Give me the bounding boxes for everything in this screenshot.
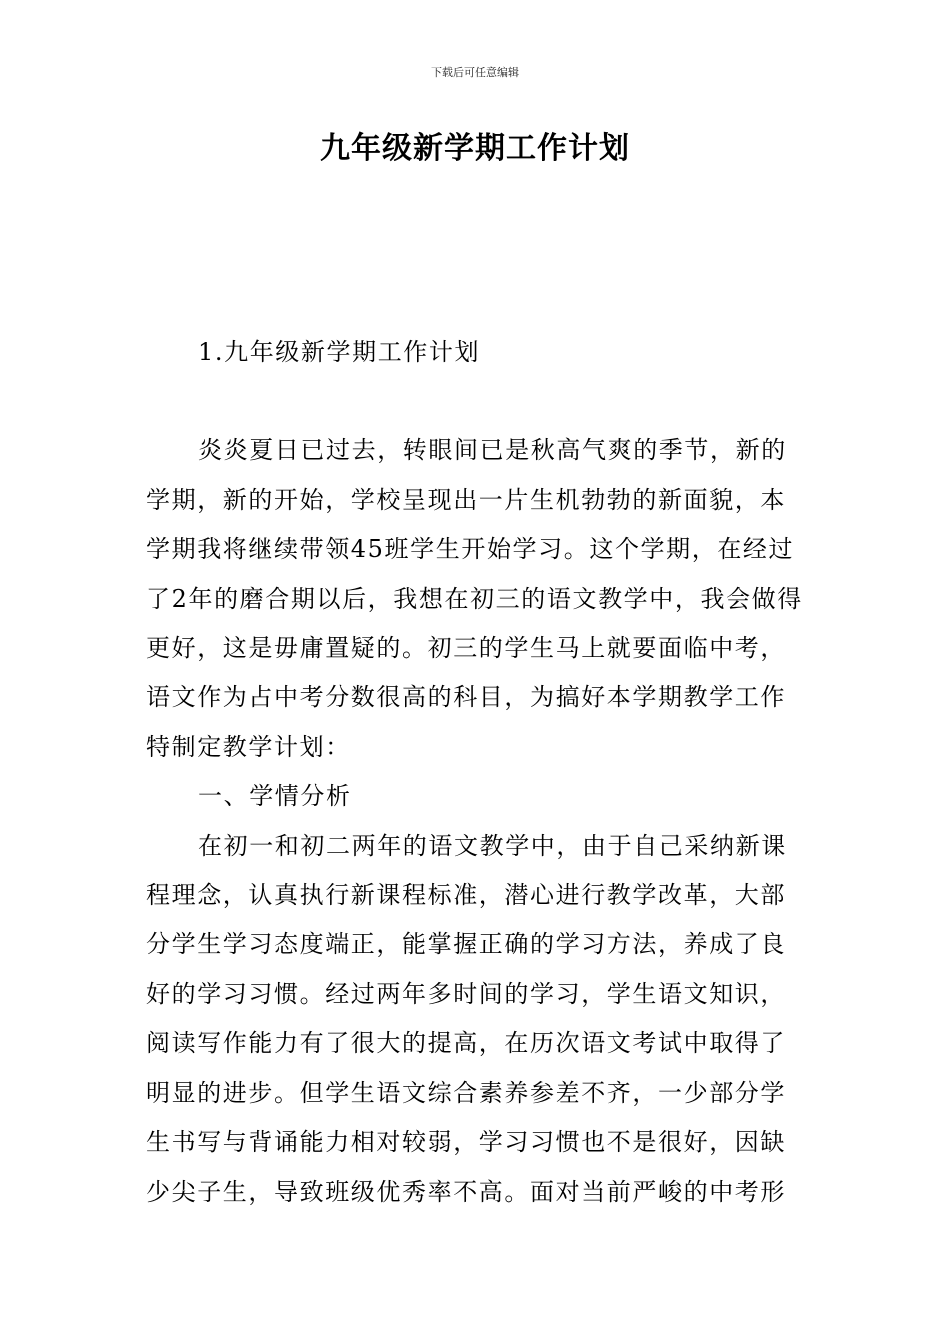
paragraph-line: 明显的进步。但学生语文综合素养参差不齐，一少部分学 [146,1078,786,1107]
paragraph-line: 在初一和初二两年的语文教学中，由于自己采纳新课 [198,831,787,860]
paragraph-line: 语文作为占中考分数很高的科目，为搞好本学期教学工作 [146,683,786,712]
document-body [146,328,808,1217]
paragraph-line: 学期我将继续带领45班学生开始学习。这个学期，在经过 [146,535,795,564]
document-title: 九年级新学期工作计划 [320,131,630,166]
paragraph-line: 好的学习习惯。经过两年多时间的学习，学生语文知识， [146,979,786,1008]
paragraph-line: 阅读写作能力有了很大的提高，在历次语文考试中取得了 [146,1029,786,1058]
paragraph-intro [146,426,808,772]
paragraph-line: 生书写与背诵能力相对较弱，学习习惯也不是很好，因缺 [146,1128,786,1157]
paragraph-line: 更好，这是毋庸置疑的。初三的学生马上就要面临中考， [146,634,786,663]
subheading-line: 一、学情分析 [198,782,352,811]
blank-line [146,377,808,426]
header-note: 下载后可任意编辑 [431,66,519,79]
paragraph-analysis [146,822,808,1217]
section-heading: 1.九年级新学期工作计划 [198,338,481,366]
paragraph-line: 学期，新的开始，学校呈现出一片生机勃勃的新面貌，本 [146,485,786,514]
subheading-analysis [146,772,808,821]
paragraph-line: 特制定教学计划： [146,732,351,761]
paragraph-line: 了2年的磨合期以后，我想在初三的语文教学中，我会做得 [146,584,803,613]
paragraph-line: 程理念，认真执行新课程标准，潜心进行教学改革，大部 [146,881,786,910]
paragraph-line: 炎炎夏日已过去，转眼间已是秋高气爽的季节，新的 [198,436,787,465]
paragraph-line: 少尖子生，导致班级优秀率不高。面对当前严峻的中考形 [146,1177,786,1206]
paragraph-line: 分学生学习态度端正，能掌握正确的学习方法，养成了良 [146,930,786,959]
